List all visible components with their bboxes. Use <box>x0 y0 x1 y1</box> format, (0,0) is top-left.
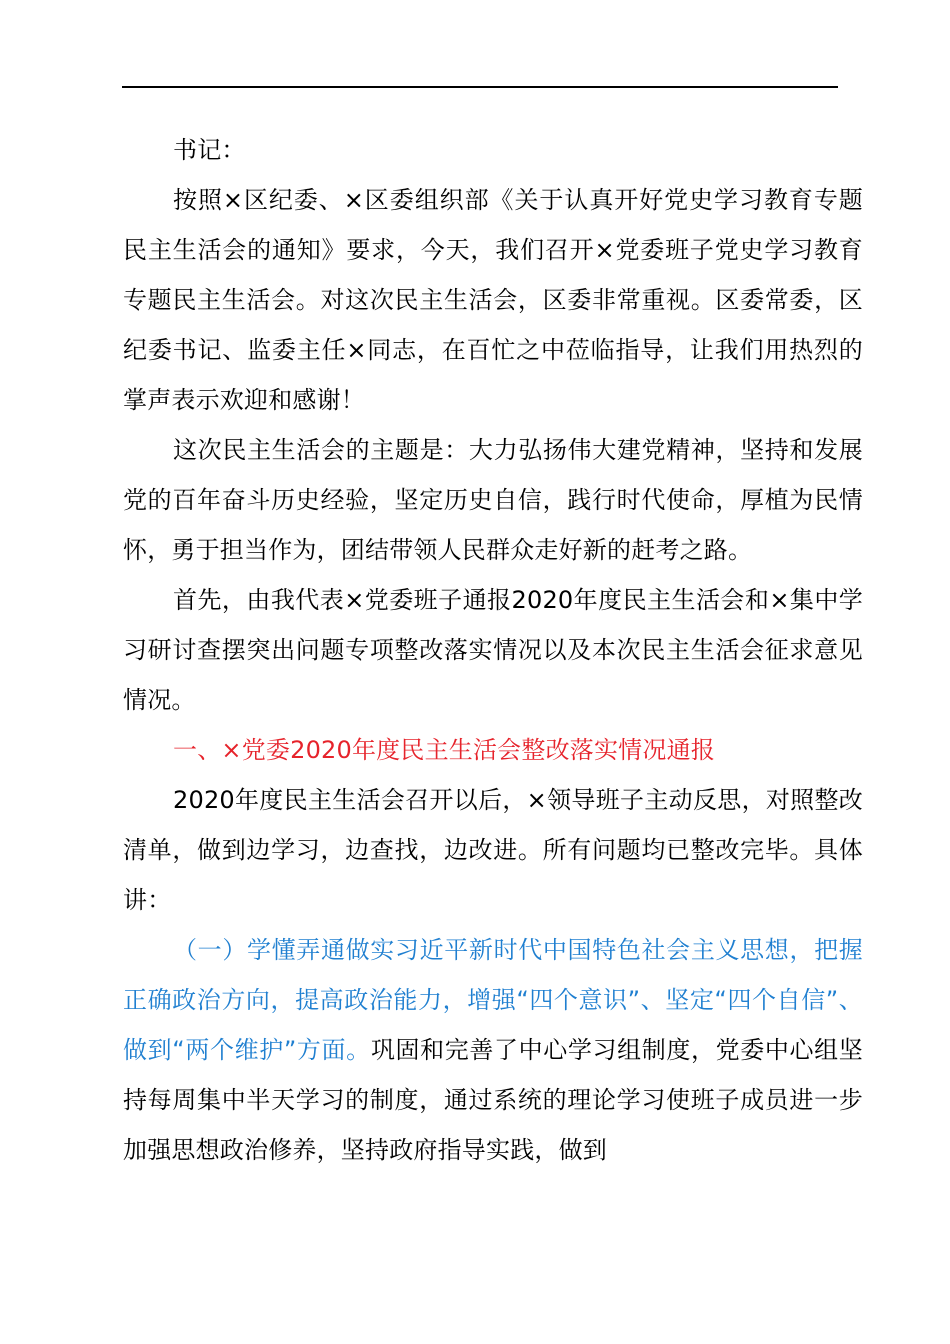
salutation: 书记： <box>173 136 246 164</box>
header-rule <box>122 86 838 88</box>
paragraph-2: 这次民主生活会的主题是：大力弘扬伟大建党精神，坚持和发展党的百年奋斗历史经验，坚定历史自信，践行时代使命，厚植为民情怀，勇于担当作为，团结带领人民群众走好新的赶考之路。 <box>123 436 863 564</box>
document-body <box>123 125 863 1175</box>
section-paragraph: 2020年度民主生活会召开以后，×领导班子主动反思，对照整改清单，做到边学习，边查找，边改进。所有问题均已整改完毕。具体讲： <box>123 786 863 914</box>
paragraph-3: 首先，由我代表×党委班子通报2020年度民主生活会和×集中学习研讨查摆突出问题专项整改落实情况以及本次民主生活会征求意见情况。 <box>123 586 863 714</box>
subsection-text: 巩固和完善了中心学习组制度，党委中心组坚持每周集中半天学习的制度，通过系统的理论学习使班子成员进一步加强思想政治修养，坚持政府指导实践，做到 <box>123 1036 863 1164</box>
section-heading: 一、×党委2020年度民主生活会整改落实情况通报 <box>173 736 715 764</box>
paragraph-1: 按照×区纪委、×区委组织部《关于认真开好党史学习教育专题民主生活会的通知》要求，今天，我们召开×党委班子党史学习教育专题民主生活会。对这次民主生活会，区委非常重视。区委常委，区纪委书记、监委主任×同志，在百忙之中莅临指导，让我们用热烈的掌声表示欢迎和感谢！ <box>123 186 863 414</box>
subsection-paragraph <box>123 925 863 1175</box>
subsection-lead: （一）学懂弄通做实习近平新时代中国特色社会主义思想，把握正确政治方向，提高政治能力，增强“四个意识”、坚定“四个自信”、做到“两个维护”方面。 <box>123 936 863 1064</box>
